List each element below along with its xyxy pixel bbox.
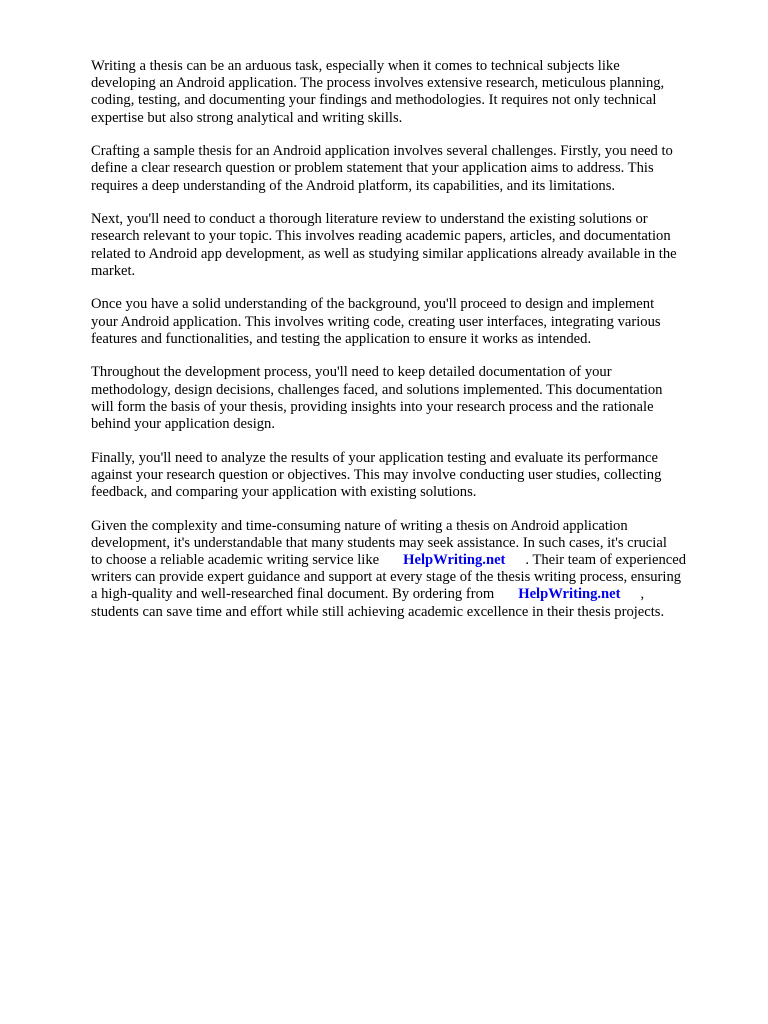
text-line: methodology, design decisions, challenges faced, and solutions implemented. This documentation: [91, 381, 663, 398]
paragraph-analysis: [91, 450, 721, 502]
text-line: behind your application design.: [91, 416, 276, 433]
paragraph-design-implement: [91, 296, 721, 348]
text-segment: a high-quality and well-researched final document. By ordering from: [91, 586, 495, 603]
helpwriting-link-2[interactable]: HelpWriting.net: [518, 586, 621, 603]
text-line: Given the complexity and time-consuming nature of writing a thesis on Android application: [91, 517, 628, 534]
text-line: students can save time and effort while still achieving academic excellence in their thesis projects.: [91, 603, 665, 620]
text-line: expertise but also strong analytical and writing skills.: [91, 109, 403, 126]
text-line: Throughout the development process, you'll need to keep detailed documentation of your: [91, 364, 612, 381]
text-line: research relevant to your topic. This involves reading academic papers, articles, and documentation: [91, 228, 671, 245]
text-line-with-link: [91, 586, 721, 603]
helpwriting-link-1[interactable]: HelpWriting.net: [403, 552, 506, 569]
text-line: Next, you'll need to conduct a thorough literature review to understand the existing solutions or: [91, 211, 648, 228]
text-line: Writing a thesis can be an arduous task, especially when it comes to technical subjects like: [91, 58, 620, 74]
paragraph-intro: [91, 58, 721, 127]
text-line: writers can provide expert guidance and support at every stage of the thesis writing process, ensuring: [91, 569, 682, 586]
text-line: define a clear research question or problem statement that your application aims to address. This: [91, 160, 654, 177]
text-line: will form the basis of your thesis, providing insights into your research process and the rationale: [91, 398, 654, 415]
text-line: related to Android app development, as well as studying similar applications already available in the: [91, 245, 677, 262]
text-line: development, it's understandable that many students may seek assistance. In such cases, it's crucial: [91, 534, 667, 551]
text-line: requires a deep understanding of the Android platform, its capabilities, and its limitations.: [91, 177, 616, 194]
text-line-with-link: [91, 552, 721, 569]
text-line: features and functionalities, and testing the application to ensure it works as intended.: [91, 330, 592, 347]
text-line: against your research question or objectives. This may involve conducting user studies, collecting: [91, 466, 662, 483]
paragraph-literature-review: [91, 211, 721, 280]
text-line: Finally, you'll need to analyze the results of your application testing and evaluate its performance: [91, 449, 659, 466]
text-segment: to choose a reliable academic writing service like: [91, 552, 380, 569]
text-line: coding, testing, and documenting your findings and methodologies. It requires not only technical: [91, 92, 657, 109]
paragraph-challenges: [91, 143, 721, 195]
text-segment: ,: [640, 586, 645, 603]
document-body: [91, 58, 721, 637]
text-line: your Android application. This involves writing code, creating user interfaces, integrating various: [91, 313, 661, 330]
paragraph-documentation: [91, 364, 721, 433]
text-line: market.: [91, 262, 136, 279]
text-segment: . Their team of experienced: [525, 552, 686, 569]
text-line: Once you have a solid understanding of the background, you'll proceed to design and implement: [91, 296, 655, 313]
text-line: Crafting a sample thesis for an Android application involves several challenges. Firstly, you need to: [91, 143, 673, 160]
paragraph-assistance: [91, 518, 721, 621]
text-line: developing an Android application. The process involves extensive research, meticulous planning,: [91, 75, 665, 92]
text-line: feedback, and comparing your application with existing solutions.: [91, 484, 477, 501]
